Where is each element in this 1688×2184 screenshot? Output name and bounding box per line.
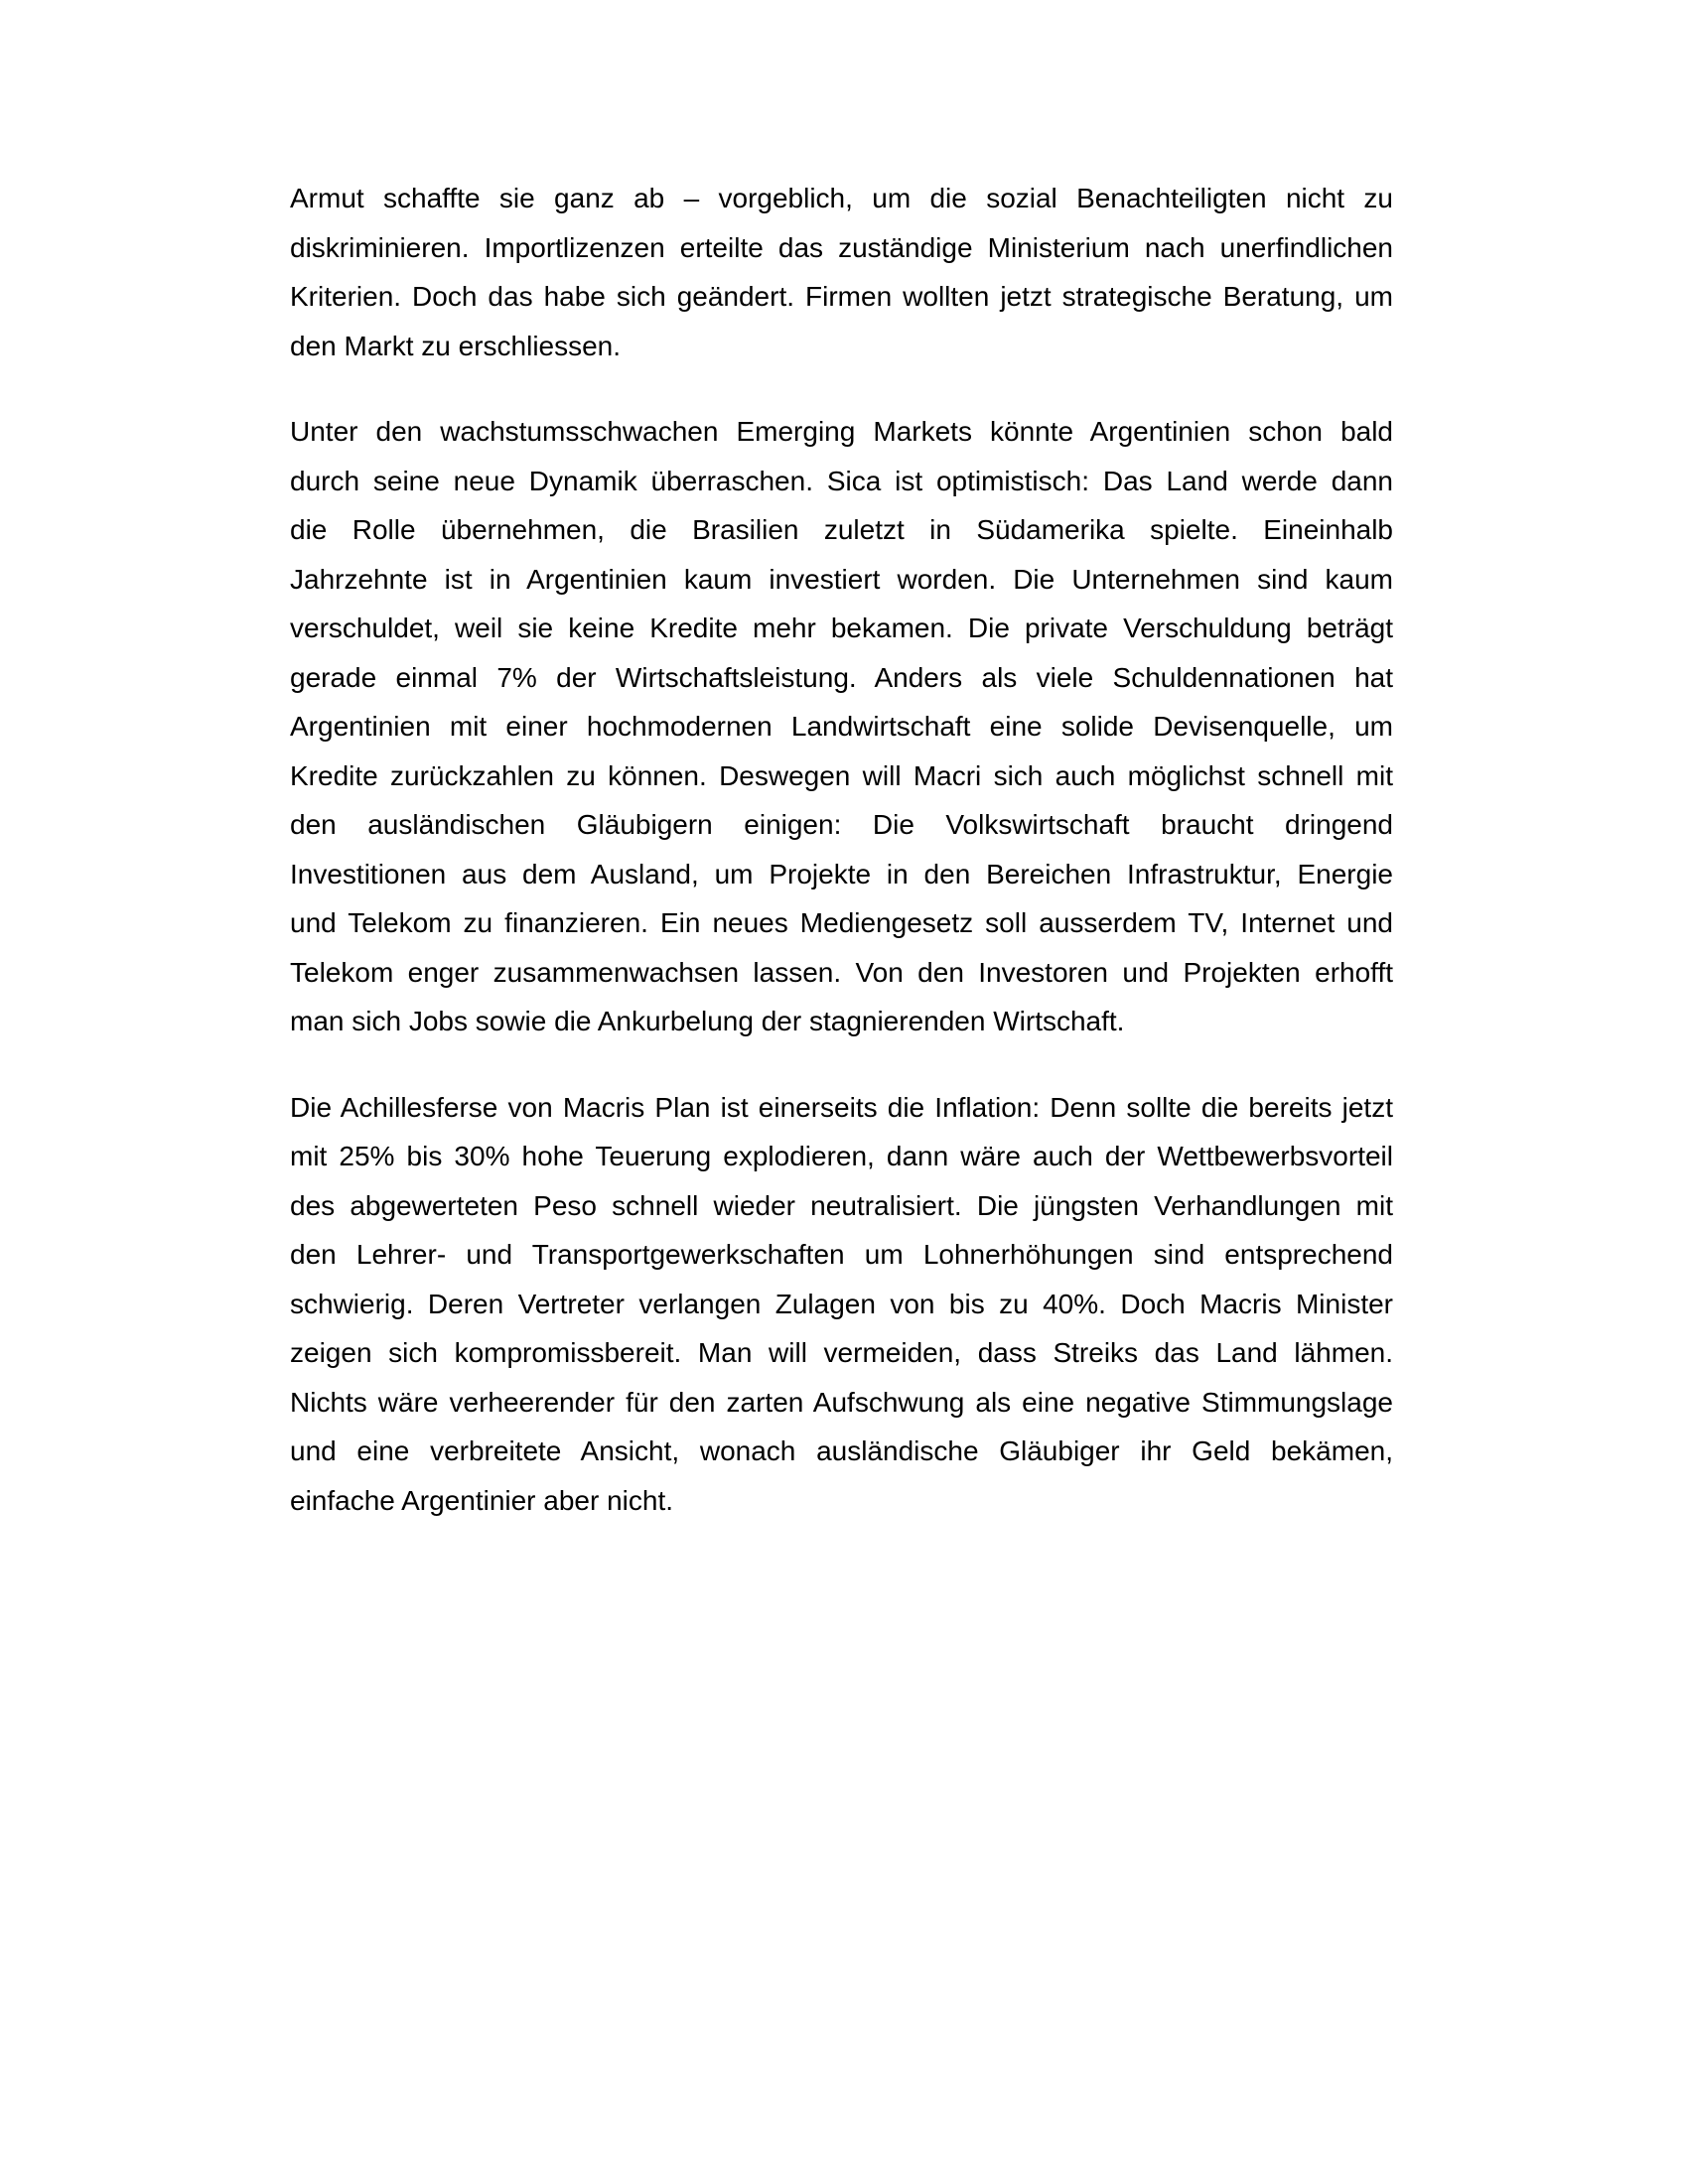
text-line: verschuldet, weil sie keine Kredite mehr bekamen. Die private Verschuldung beträgt	[290, 613, 1393, 643]
paragraph-1	[290, 174, 1393, 370]
text-line: Armut schaffte sie ganz ab – vorgeblich, um die sozial Benachteiligten nicht zu	[290, 183, 1393, 213]
paragraph-3	[290, 1083, 1393, 1526]
text-line: Unter den wachstumsschwachen Emerging Markets könnte Argentinien schon bald	[290, 416, 1393, 447]
text-line: man sich Jobs sowie die Ankurbelung der stagnierenden Wirtschaft.	[290, 1006, 1125, 1036]
text-line: und Telekom zu finanzieren. Ein neues Mediengesetz soll ausserdem TV, Internet und	[290, 907, 1393, 938]
text-line: schwierig. Deren Vertreter verlangen Zulagen von bis zu 40%. Doch Macris Minister	[290, 1288, 1393, 1319]
text-line: die Rolle übernehmen, die Brasilien zuletzt in Südamerika spielte. Eineinhalb	[290, 514, 1393, 545]
document-page	[290, 174, 1393, 1562]
text-line: zeigen sich kompromissbereit. Man will vermeiden, dass Streiks das Land lähmen.	[290, 1337, 1393, 1368]
paragraph-2	[290, 407, 1393, 1046]
text-line: Telekom enger zusammenwachsen lassen. Von den Investoren und Projekten erhofft	[290, 956, 1393, 988]
text-line: Kredite zurückzahlen zu können. Deswegen will Macri sich auch möglichst schnell mit	[290, 759, 1393, 791]
text-line: Nichts wäre verheerender für den zarten Aufschwung als eine negative Stimmungslage	[290, 1386, 1393, 1418]
text-line: einfache Argentinier aber nicht.	[290, 1484, 674, 1516]
text-line: den ausländischen Gläubigern einigen: Die Volkswirtschaft braucht dringend	[290, 809, 1393, 840]
text-line: den Markt zu erschliessen.	[290, 330, 622, 361]
text-line: gerade einmal 7% der Wirtschaftsleistung. Anders als viele Schuldennationen hat	[290, 661, 1393, 693]
text-line: Investitionen aus dem Ausland, um Projekte in den Bereichen Infrastruktur, Energie	[290, 858, 1393, 889]
text-line: diskriminieren. Importlizenzen erteilte das zuständige Ministerium nach unerfindlichen	[290, 231, 1393, 263]
text-line: Kriterien. Doch das habe sich geändert. Firmen wollten jetzt strategische Beratung, um	[290, 281, 1393, 312]
text-line: mit 25% bis 30% hohe Teuerung explodieren, dann wäre auch der Wettbewerbsvorteil	[290, 1141, 1393, 1171]
text-line: Argentinien mit einer hochmodernen Landwirtschaft eine solide Devisenquelle, um	[290, 711, 1393, 742]
text-line: Jahrzehnte ist in Argentinien kaum investiert worden. Die Unternehmen sind kaum	[290, 563, 1393, 595]
text-line: und eine verbreitete Ansicht, wonach ausländische Gläubiger ihr Geld bekämen,	[290, 1435, 1393, 1466]
text-line: durch seine neue Dynamik überraschen. Sica ist optimistisch: Das Land werde dann	[290, 465, 1393, 496]
text-line: des abgewerteten Peso schnell wieder neutralisiert. Die jüngsten Verhandlungen mit	[290, 1189, 1393, 1221]
text-line: Die Achillesferse von Macris Plan ist einerseits die Inflation: Denn sollte die bereits jetzt	[290, 1091, 1393, 1123]
text-line: den Lehrer- und Transportgewerkschaften um Lohnerhöhungen sind entsprechend	[290, 1239, 1393, 1270]
